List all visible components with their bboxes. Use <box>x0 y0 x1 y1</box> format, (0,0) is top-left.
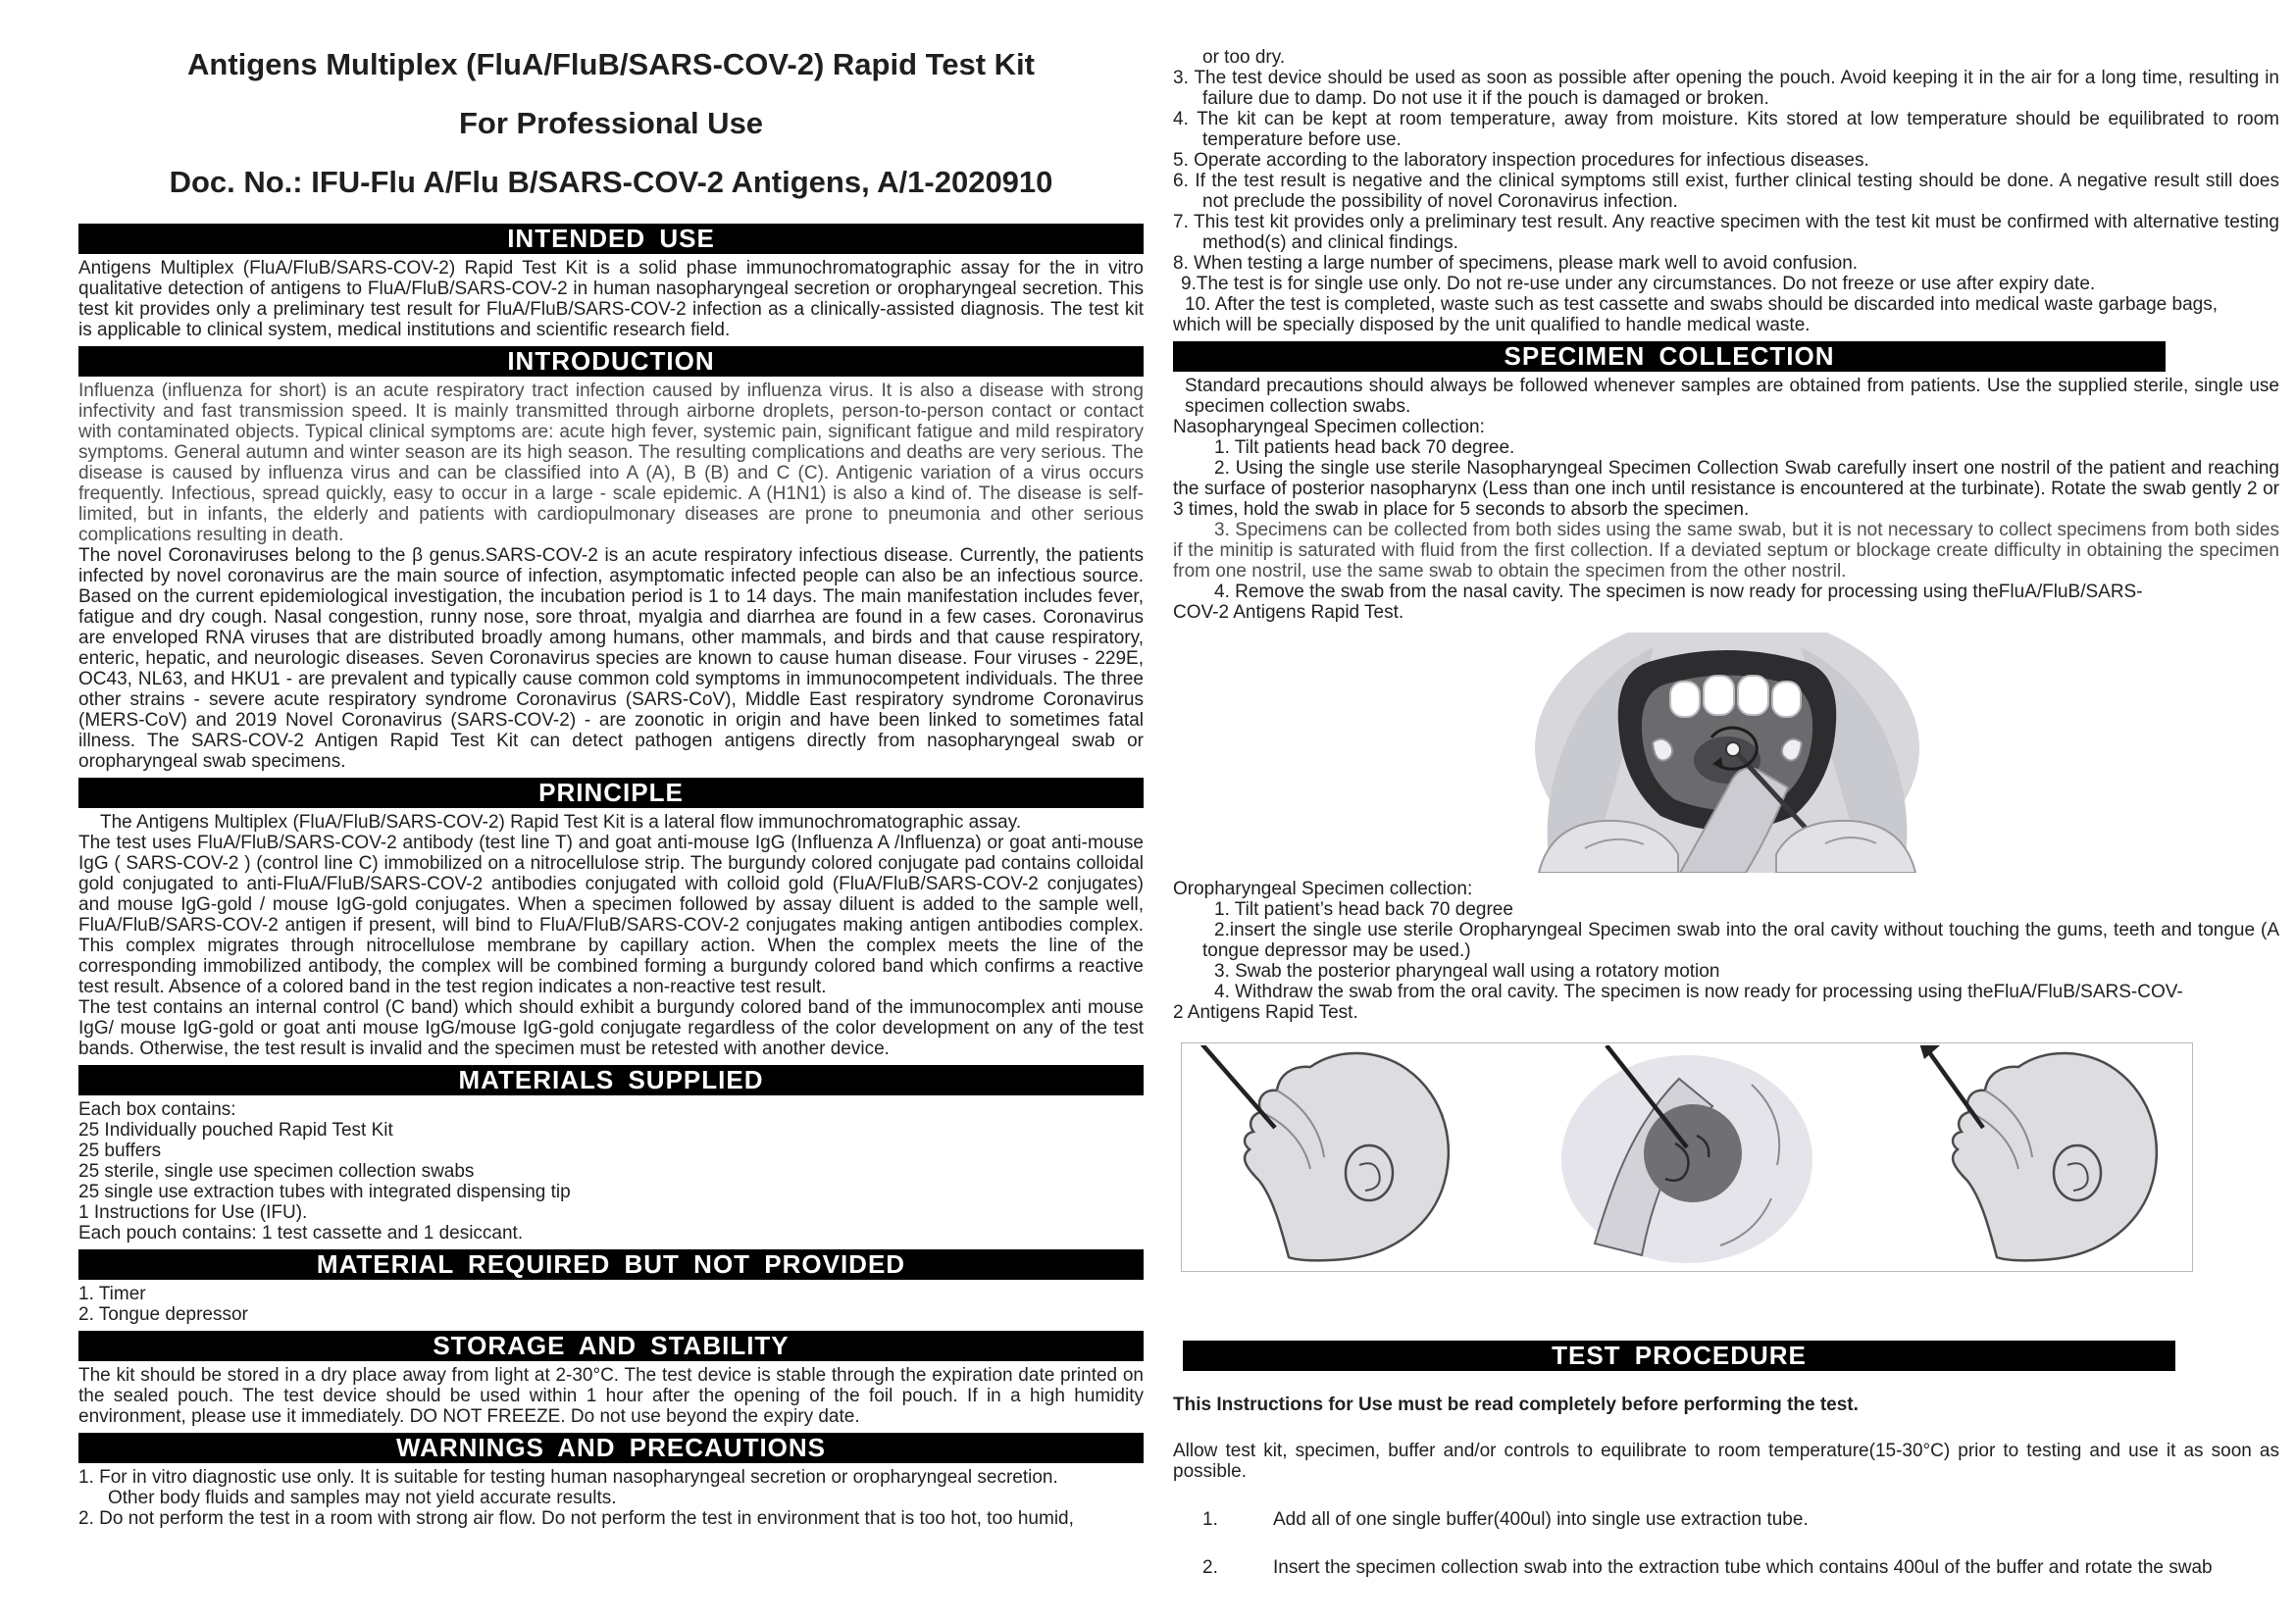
materials-line: Each box contains: <box>78 1099 236 1120</box>
procedure-step-2-text: Insert the specimen collection swab into the extraction tube which contains 400ul of the buffer and rotate the swab <box>1273 1557 2213 1578</box>
paragraph-principle-2: The test contains an internal control (C band) which should exhibit a burgundy colored band of the immunocomplex anti mouse IgG/ mouse IgG-gold or goat anti mouse IgG/mouse IgG-gold conjugate regardless of the color development on any of the test bands. Otherwise, the test result is invalid and the specimen must be retested with another device. <box>78 997 1144 1059</box>
oro-step-4 <box>1173 982 2279 1023</box>
oropharyngeal-swab-mouth-illustration <box>1531 633 1923 873</box>
procedure-step-2 <box>1173 1557 2279 1578</box>
procedure-step-1-number: 1. <box>1202 1509 1218 1530</box>
materials-line: 1 Instructions for Use (IFU). <box>78 1202 308 1223</box>
warning-item-4: 4. The kit can be kept at room temperature, away from moisture. Kits stored at low temperature should be equilibrated to room temperature before use. <box>1173 109 2279 150</box>
paragraph-intended-use: Antigens Multiplex (FluA/FluB/SARS-COV-2) Rapid Test Kit is a solid phase immunochromatographic assay for the in vitro qualitative detection of antigens to FluA/FluB/SARS-COV-2 in human nasopharyngeal secretion or oropharyngeal secretion. This test kit provides only a preliminary test result for FluA/FluB/SARS-COV-2 infection as a clinically-assisted diagnosis. The test kit is applicable to clinical system, medical institutions and scientific research field. <box>78 258 1144 340</box>
materials-line: 25 Individually pouched Rapid Test Kit <box>78 1120 393 1141</box>
section-header-intended-use: INTENDED USE <box>78 224 1144 254</box>
material-required-line: 1. Timer <box>78 1284 146 1304</box>
paragraph-introduction-2: The novel Coronaviruses belong to the β genus.SARS-COV-2 is an acute respiratory infectious disease. Currently, the patients infected by novel coronavirus are the main source of infection, asymptomatic infected people can also be an infectious source. Based on the current epidemiological investigation, the incubation period is 1 to 14 days. The main manifestation includes fever, fatigue and dry cough. Nasal congestion, runny nose, sore throat, myalgia and diarrhea are found in a few cases. Coronavirus are enveloped RNA viruses that are distributed broadly among humans, other mammals, and birds and that cause respiratory, enteric, hepatic, and neurologic diseases. Seven Coronavirus species are known to cause human disease. Four viruses - 229E, OC43, NL63, and HKU1 - are prevalent and typically cause common cold symptoms in immunocompetent individuals. The three other strains - severe acute respiratory syndrome Coronavirus (SARS-CoV), Middle East respiratory syndrome Coronavirus (MERS-CoV) and 2019 Novel Coronavirus (SARS-COV-2) - are zoonotic in origin and have been linked to sometimes fatal illness. The SARS-COV-2 Antigen Rapid Test Kit can detect pathogen antigens directly from nasopharyngeal swab or oropharyngeal swab specimens. <box>78 545 1144 772</box>
naso-step-2: 2. Using the single use sterile Nasopharyngeal Specimen Collection Swab carefully insert one nostril of the patient and reaching the surface of posterior nasopharynx (Less than one inch until resistance is encountered at the turbinate). Rotate the swab gently 2 or 3 times, hold the swab in place for 5 seconds to absorb the specimen. <box>1173 458 2279 520</box>
oro-step-3: 3. Swab the posterior pharyngeal wall using a rotatory motion <box>1214 961 1720 982</box>
document-title: Antigens Multiplex (FluA/FluB/SARS-COV-2) Rapid Test Kit <box>187 47 1035 81</box>
naso-collection-title: Nasopharyngeal Specimen collection: <box>1173 417 1485 437</box>
left-column <box>78 39 1144 1529</box>
nasal-swab-steps-icon <box>1183 1045 2191 1269</box>
section-header-material-required: MATERIAL REQUIRED BUT NOT PROVIDED <box>78 1249 1144 1280</box>
procedure-step-1-text: Add all of one single buffer(400ul) into single use extraction tube. <box>1273 1509 1809 1530</box>
material-required-line: 2. Tongue depressor <box>78 1304 248 1325</box>
section-header-storage: STORAGE AND STABILITY <box>78 1331 1144 1361</box>
warning-item-10 <box>1173 294 2279 335</box>
warning-item-5: 5. Operate according to the laboratory inspection procedures for infectious diseases. <box>1173 150 1869 171</box>
warning-item-3: 3. The test device should be used as soon as possible after opening the pouch. Avoid keeping it in the air for a long time, resulting in failure due to damp. Do not use it if the pouch is damaged or broken. <box>1173 68 2279 109</box>
paragraph-principle-1: The test uses FluA/FluB/SARS-COV-2 antibody (test line T) and goat anti-mouse IgG (Influenza A /Influenza) or goat anti-mouse IgG ( SARS-COV-2 ) (control line C) immobilized on a nitrocellulose strip. The burgundy colored conjugate pad contains colloidal gold conjugated to anti-FluA/FluB/SARS-COV-2 antibodies conjugated with colloid gold (FluA/FluB/SARS-COV-2 conjugates) and mouse IgG-gold / mouse IgG-gold conjugates. When a specimen followed by assay diluent is added to the sample well, FluA/FluB/SARS-COV-2 antigen if present, will bind to FluA/FluB/SARS-COV-2 conjugates making antigen antibodies complex. This complex migrates through nitrocellulose membrane by capillary action. When the complex meets the line of the corresponding immobilized antibody, the complex will be combined forming a burgundy colored band which confirms a reactive test result. Absence of a colored band in the test region indicates a non-reactive test result. <box>78 833 1144 997</box>
section-header-test-procedure: TEST PROCEDURE <box>1183 1341 2175 1371</box>
warning-item-2: 2. Do not perform the test in a room with strong air flow. Do not perform the test in environment that is too hot, too humid, <box>78 1508 1074 1529</box>
procedure-step-2-number: 2. <box>1202 1557 1218 1578</box>
paragraph-specimen-intro: Standard precautions should always be followed whenever samples are obtained from patients. Use the supplied sterile, single use specimen collection swabs. <box>1185 376 2279 417</box>
naso-step-1: 1. Tilt patients head back 70 degree. <box>1214 437 1515 458</box>
warning-item-8: 8. When testing a large number of specimens, please mark well to avoid confusion. <box>1173 253 1859 274</box>
section-header-principle: PRINCIPLE <box>78 778 1144 808</box>
oro-step-2: 2.insert the single use sterile Oropharyngeal Specimen swab into the oral cavity without touching the gums, teeth and tongue (A tongue depressor may be used.) <box>1202 920 2279 961</box>
warning-item-6: 6. If the test result is negative and the clinical symptoms still exist, further clinical testing should be done. A negative result still does not preclude the possibility of novel Coronavirus infection. <box>1173 171 2279 212</box>
warning-item-10-line2: which will be specially disposed by the unit qualified to handle medical waste. <box>1173 315 1811 335</box>
naso-step-4 <box>1173 582 2279 623</box>
paragraph-equilibrate: Allow test kit, specimen, buffer and/or controls to equilibrate to room temperature(15-30°C) prior to testing and use it as soon as possible. <box>1173 1441 2279 1482</box>
naso-step-3: 3. Specimens can be collected from both sides using the same swab, but it is not necessary to collect specimens from both sides if the minitip is saturated with fluid from the first collection. If a deviated septum or blockage create difficulty in obtaining the specimen from one nostril, use the same swab to obtain the specimen from the other nostril. <box>1173 520 2279 582</box>
paragraph-introduction-1: Influenza (influenza for short) is an acute respiratory tract infection caused by influenza virus. It is also a disease with strong infectivity and fast transmission speed. It is mainly transmitted through airborne droplets, person-to-person contact or contact with contaminated objects. Typical clinical symptoms are: acute high fever, systemic pain, significant fatigue and mild respiratory symptoms. General autumn and winter season are its high season. The resulting complications and deaths are very serious. The disease is caused by influenza virus and can be classified into A (A), B (B) and C (C). Antigenic variation of a virus occurs frequently. Infectious, spread quickly, easy to occur in a large - scale epidemic. A (H1N1) is also a kind of. The disease is self-limited, but in infants, the elderly and patients with cardiopulmonary diseases are prone to pneumonia and other serious complications resulting in death. <box>78 381 1144 545</box>
warning-item-1-line2: Other body fluids and samples may not yield accurate results. <box>108 1488 617 1508</box>
document-subtitle: For Professional Use <box>458 106 764 140</box>
mouth-swab-icon <box>1531 633 1923 873</box>
materials-line: 25 buffers <box>78 1141 162 1161</box>
warning-item-10-line1: 10. After the test is completed, waste such as test cassette and swabs should be discarded into medical waste garbage bags, <box>1185 294 2218 315</box>
oro-step-4-line1: 4. Withdraw the swab from the oral cavity. The specimen is now ready for processing using theFluA/FluB/SARS-COV- <box>1214 982 2183 1002</box>
materials-line: 25 single use extraction tubes with integrated dispensing tip <box>78 1182 571 1202</box>
naso-step-4-line2: COV-2 Antigens Rapid Test. <box>1173 602 1404 623</box>
materials-line: Each pouch contains: 1 test cassette and 1 desiccant. <box>78 1223 524 1243</box>
warning-item-1-line1: 1. For in vitro diagnostic use only. It is suitable for testing human nasopharyngeal secretion or oropharyngeal secretion. <box>78 1467 1058 1488</box>
naso-step-4-line1: 4. Remove the swab from the nasal cavity. The specimen is now ready for processing using theFluA/FluB/SARS- <box>1214 582 2143 602</box>
section-header-specimen-collection: SPECIMEN COLLECTION <box>1173 341 2166 372</box>
right-column <box>1173 39 2279 1578</box>
document-number: Doc. No.: IFU-Flu A/Flu B/SARS-COV-2 Antigens, A/1-2020910 <box>169 165 1053 199</box>
nasopharyngeal-swab-steps-illustration <box>1181 1042 2193 1272</box>
section-header-warnings: WARNINGS AND PRECAUTIONS <box>78 1433 1144 1463</box>
paragraph-storage: The kit should be stored in a dry place away from light at 2-30°C. The test device is stable through the expiration date printed on the sealed pouch. The test device should be used within 1 hour after the opening of the foil pouch. If in a high humidity environment, please use it immediately. DO NOT FREEZE. Do not use beyond the expiry date. <box>78 1365 1144 1427</box>
procedure-bold-note: This Instructions for Use must be read completely before performing the test. <box>1173 1395 1859 1415</box>
warning-item-1 <box>78 1467 1144 1508</box>
procedure-step-1 <box>1173 1509 2279 1530</box>
oro-step-1: 1. Tilt patient’s head back 70 degree <box>1214 899 1513 920</box>
section-header-introduction: INTRODUCTION <box>78 346 1144 377</box>
warning-item-9: 9.The test is for single use only. Do not re-use under any circumstances. Do not freeze or use after expiry date. <box>1181 274 2096 294</box>
oro-collection-title: Oropharyngeal Specimen collection: <box>1173 879 1473 899</box>
warning-item-2-continuation: or too dry. <box>1202 47 1286 68</box>
section-header-materials-supplied: MATERIALS SUPPLIED <box>78 1065 1144 1095</box>
warning-item-7: 7. This test kit provides only a preliminary test result. Any reactive specimen with the test kit must be confirmed with alternative testing method(s) and clinical findings. <box>1173 212 2279 253</box>
materials-line: 25 sterile, single use specimen collection swabs <box>78 1161 475 1182</box>
oro-step-4-line2: 2 Antigens Rapid Test. <box>1173 1002 1358 1023</box>
paragraph-principle-lead: The Antigens Multiplex (FluA/FluB/SARS-COV-2) Rapid Test Kit is a lateral flow immunochromatographic assay. <box>100 812 1022 833</box>
